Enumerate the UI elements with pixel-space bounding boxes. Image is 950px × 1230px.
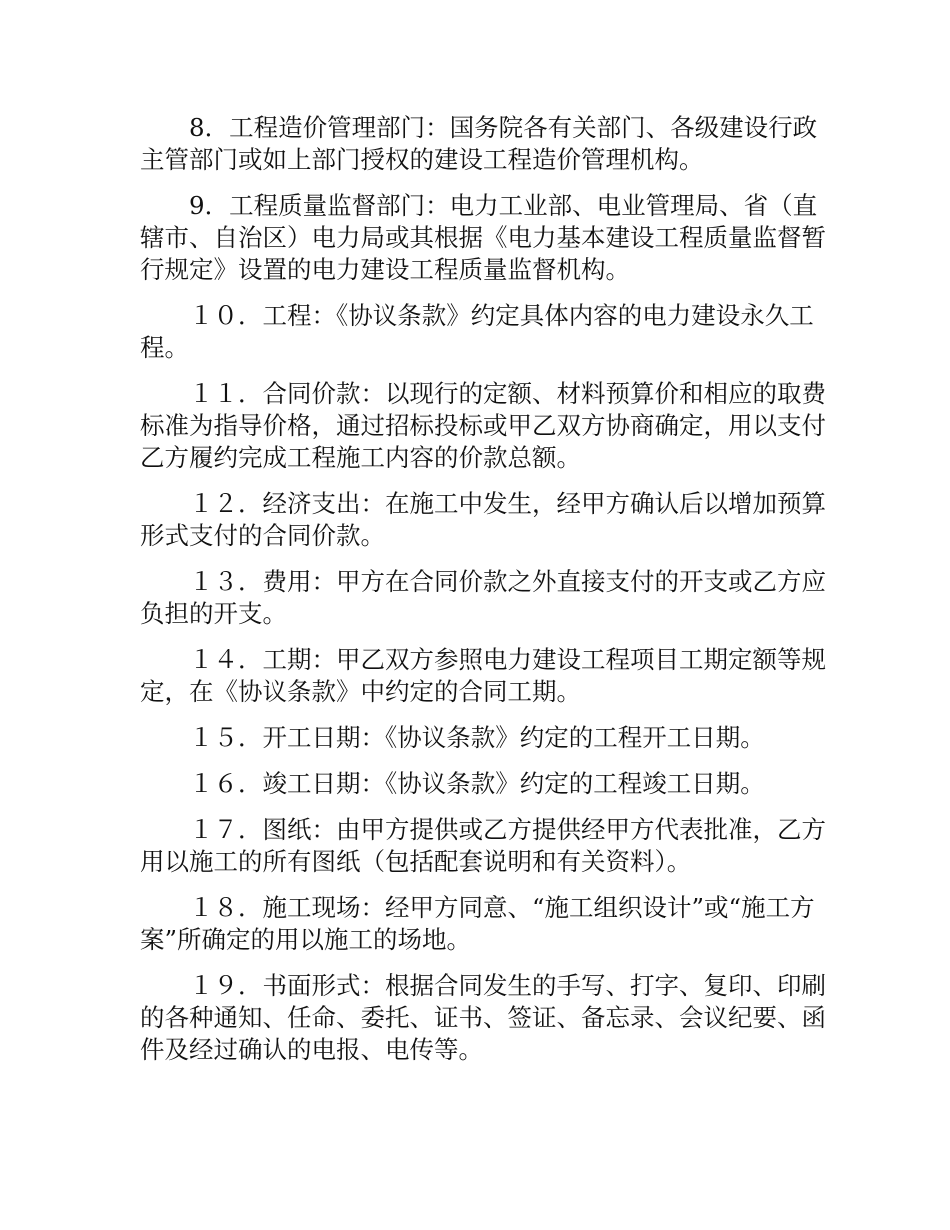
paragraph-item-16: １６．竣工日期：《协议条款》约定的工程竣工日期。 [189, 769, 765, 798]
paragraph-item-8: 8．工程造价管理部门：国务院各有关部门、各级建设行政主管部门或如上部门授权的建设工程造价管理机构。 [140, 113, 818, 174]
paragraph-item-10: １０．工程：《协议条款》约定具体内容的电力建设永久工程。 [140, 301, 814, 362]
paragraph-item-12: １２．经济支出：在施工中发生，经甲方确认后以增加预算形式支付的合同价款。 [140, 489, 826, 550]
paragraph-item-17: １７．图纸：由甲方提供或乙方提供经甲方代表批准，乙方用以施工的所有图纸（包括配套说明和有关资料）。 [140, 815, 826, 876]
paragraph-item-14: １４．工期：甲乙双方参照电力建设工程项目工期定额等规定，在《协议条款》中约定的合同工期。 [140, 645, 826, 706]
paragraph-item-9: 9．工程质量监督部门：电力工业部、电业管理局、省（直辖市、自治区）电力局或其根据《电力基本建设工程质量监督暂行规定》设置的电力建设工程质量监督机构。 [140, 191, 826, 284]
paragraph-item-18: １８．施工现场：经甲方同意、“施工组织设计”或“施工方案”所确定的用以施工的场地。 [140, 893, 815, 954]
document-page [140, 112, 830, 1080]
paragraph-item-15: １５．开工日期：《协议条款》约定的工程开工日期。 [189, 723, 765, 752]
paragraph-item-11: １１．合同价款：以现行的定额、材料预算价和相应的取费标准为指导价格，通过招标投标或甲乙双方协商确定，用以支付乙方履约完成工程施工内容的价款总额。 [140, 379, 826, 472]
paragraph-item-19: １９．书面形式：根据合同发生的手写、打字、复印、印刷的各种通知、任命、委托、证书、签证、备忘录、会议纪要、函件及经过确认的电报、电传等。 [140, 971, 826, 1064]
paragraph-item-13: １３．费用：甲方在合同价款之外直接支付的开支或乙方应负担的开支。 [140, 567, 826, 628]
